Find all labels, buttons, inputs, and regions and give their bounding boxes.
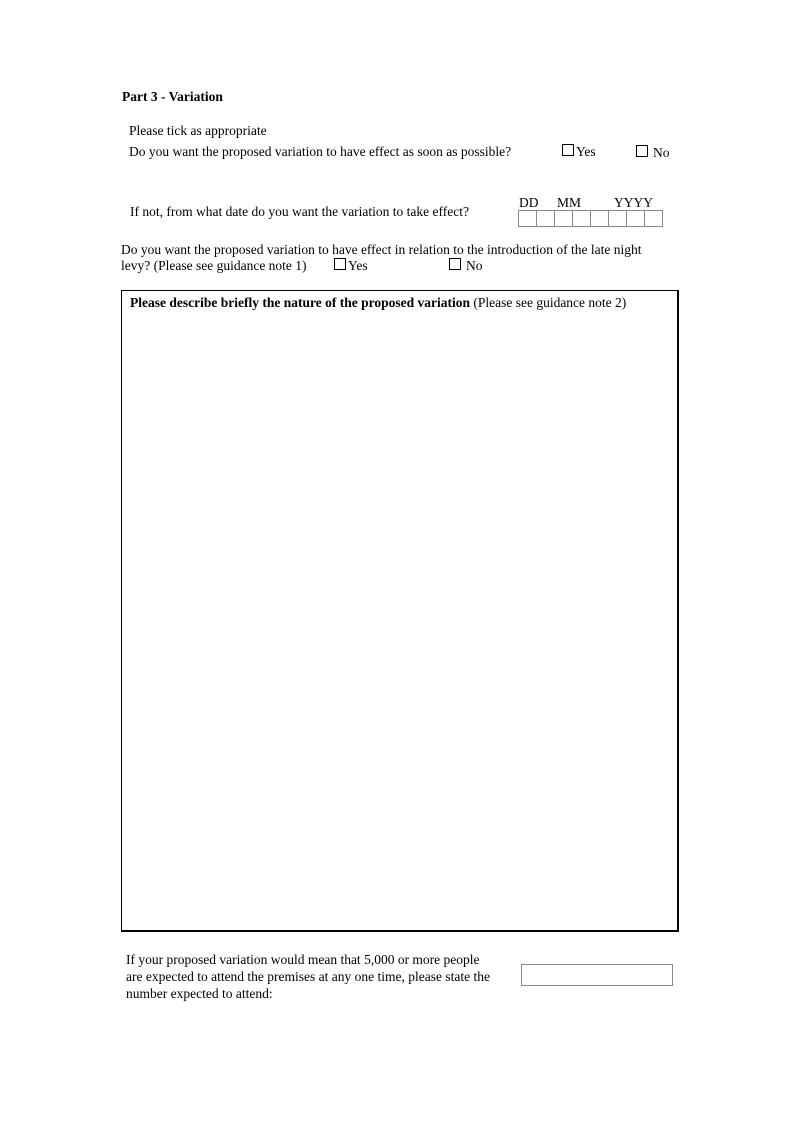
yyyy-label: YYYY (614, 195, 653, 210)
attendance-text-line2: are expected to attend the premises at any one time, please state the (126, 969, 490, 984)
q3-no-label: No (466, 258, 483, 273)
dd-label: DD (519, 195, 539, 210)
date-day-digit-2[interactable] (536, 210, 555, 227)
q1-no-label: No (653, 145, 670, 160)
attendance-text-line3: number expected to attend: (126, 986, 273, 1001)
date-month-digit-2[interactable] (572, 210, 591, 227)
attendance-number-input[interactable] (521, 964, 673, 986)
date-year-digit-3[interactable] (626, 210, 645, 227)
mm-label: MM (557, 195, 582, 210)
part-title: Part 3 - Variation (122, 89, 223, 104)
q2-question: If not, from what date do you want the variation to take effect? (130, 204, 470, 219)
description-prompt-bold: Please describe briefly the nature of the proposed variation (130, 295, 470, 310)
tick-instruction: Please tick as appropriate (129, 123, 267, 138)
date-day-digit-1[interactable] (518, 210, 537, 227)
q3-question-line2: levy? (Please see guidance note 1) (121, 258, 307, 273)
attendance-text-line1: If your proposed variation would mean that 5,000 or more people (126, 952, 480, 967)
q3-yes-label: Yes (348, 258, 368, 273)
q3-yes-checkbox[interactable] (334, 258, 346, 270)
q1-question: Do you want the proposed variation to have effect as soon as possible? (129, 144, 512, 159)
date-month-digit-1[interactable] (554, 210, 573, 227)
description-prompt-note: (Please see guidance note 2) (469, 295, 627, 310)
date-year-digit-2[interactable] (608, 210, 627, 227)
q1-yes-label: Yes (576, 144, 596, 159)
q3-question-line1: Do you want the proposed variation to have effect in relation to the introduction of the late night (121, 242, 642, 257)
q3-no-checkbox[interactable] (449, 258, 461, 270)
date-year-digit-1[interactable] (590, 210, 609, 227)
q1-no-checkbox[interactable] (636, 145, 648, 157)
date-input-grid (518, 210, 662, 227)
q1-yes-checkbox[interactable] (562, 144, 574, 156)
date-year-digit-4[interactable] (644, 210, 663, 227)
variation-description-box[interactable] (121, 290, 679, 932)
